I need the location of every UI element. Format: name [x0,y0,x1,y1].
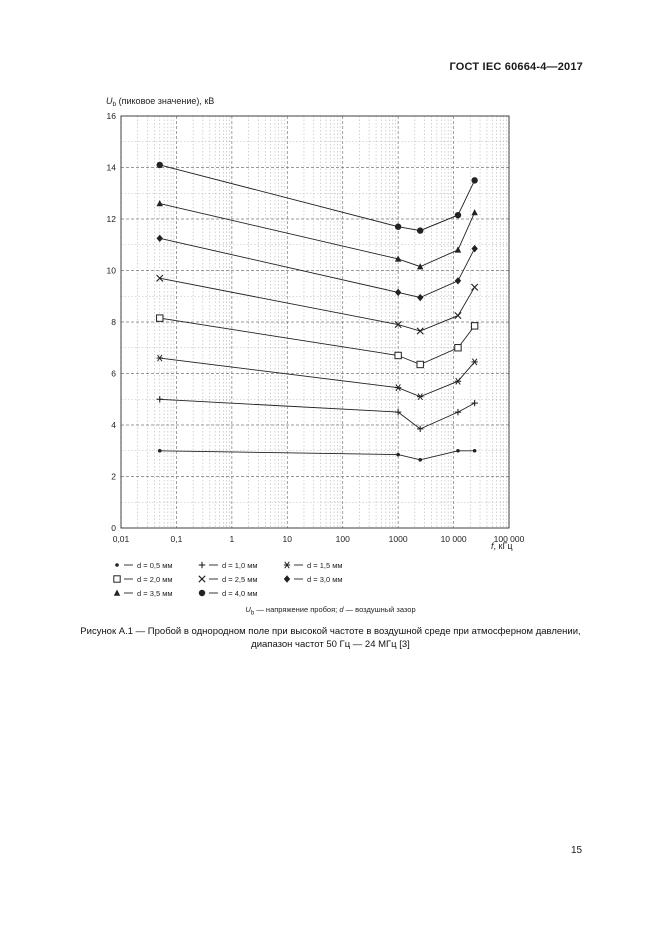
caption-line-2: диапазон частот 50 Гц — 24 МГц [3] [251,639,410,650]
legend-marker [282,574,304,584]
legend-marker [112,560,134,570]
data-point [284,575,290,582]
legend-item: d = 1,0 мм [197,560,282,570]
legend-item: d = 3,0 мм [282,574,367,584]
data-point [471,400,477,406]
x-tick-label: 1 [229,534,235,544]
y-tick-label: 12 [106,214,116,224]
y-tick-label: 10 [106,265,116,276]
data-point [455,345,461,351]
series-triangle [157,200,478,269]
x-tick-label: 10 000 [440,534,467,544]
data-point [471,323,477,329]
data-point [157,315,163,321]
x-tick-label: 100 [335,534,350,544]
legend-item: d = 0,5 мм [112,560,197,570]
data-point [417,227,423,233]
figure-caption [0,625,661,651]
data-point [455,409,461,415]
y-tick-label: 2 [111,471,116,482]
series-circle [157,162,478,234]
data-point [284,562,290,568]
data-point [455,312,461,318]
legend-marker [197,574,219,584]
legend-item: d = 3,5 мм [112,588,197,598]
y-tick-label: 8 [111,317,116,327]
y-axis-label: $U_b$ (пиковое значение), кВ [106,96,215,108]
data-point [455,246,461,252]
legend-item: d = 1,5 мм [282,560,367,570]
data-point [157,355,163,361]
data-point [114,590,120,596]
data-point [473,449,477,453]
legend-marker [112,588,134,598]
x-tick-label: 1000 [388,534,408,544]
data-point [157,396,163,402]
data-point [417,294,423,301]
grid [121,116,509,528]
data-point [471,245,477,252]
series-line [160,238,475,297]
legend-marker [282,560,304,570]
data-point [157,162,163,168]
data-point [114,576,120,582]
page-number: 15 [571,845,583,856]
data-point [417,328,423,334]
series-line [160,399,475,429]
data-point [199,590,205,596]
legend-item: d = 4,0 мм [197,588,282,598]
data-point [199,562,205,568]
y-tick-label: 0 [111,523,116,533]
data-point [396,453,400,457]
data-point [417,393,423,399]
x-tick-label: 10 [282,534,293,544]
y-tick-label: 16 [106,111,116,121]
series-square [157,315,478,368]
data-point [418,458,422,462]
data-point [455,212,461,218]
data-point [455,277,461,284]
data-point [471,177,477,183]
legend-marker [197,588,219,598]
series-line [160,358,475,397]
series-plus [157,396,478,432]
x-axis-label: f, кГц [491,541,513,551]
data-point [456,449,460,453]
chart-legend [112,558,367,600]
legend-marker [197,560,219,570]
y-tick-label: 6 [111,368,116,379]
document-header: ГОСТ IEC 60664-4—2017 [449,61,583,73]
series-line [160,278,475,331]
x-tick-label: 0,01 [112,534,130,544]
series-line [160,165,475,231]
data-point [417,361,423,367]
data-point [395,224,401,230]
data-point [157,235,163,242]
symbol-note: $U_b$ — напряжение пробоя; d — воздушный зазор [245,605,416,617]
data-point [471,284,477,290]
legend-marker [112,574,134,584]
legend-item: d = 2,0 мм [112,574,197,584]
data-point [199,576,205,582]
data-point [157,200,163,206]
data-point [395,352,401,358]
series-star [157,355,478,400]
x-tick-label: 0,1 [170,534,183,544]
caption-line-1: Рисунок А.1 — Пробой в однородном поле при высокой частоте в воздушной среде при атмосферном давлении, [80,626,581,637]
series-line [160,318,475,364]
data-point [471,209,477,215]
data-point [417,426,423,432]
legend-item: d = 2,5 мм [197,574,282,584]
data-point [115,563,119,567]
data-point [158,449,162,453]
x-tick-label: 100 000 [493,534,525,544]
y-tick-label: 14 [106,162,116,173]
y-tick-label: 4 [111,420,116,430]
series-line [160,204,475,267]
series-line [160,451,475,460]
